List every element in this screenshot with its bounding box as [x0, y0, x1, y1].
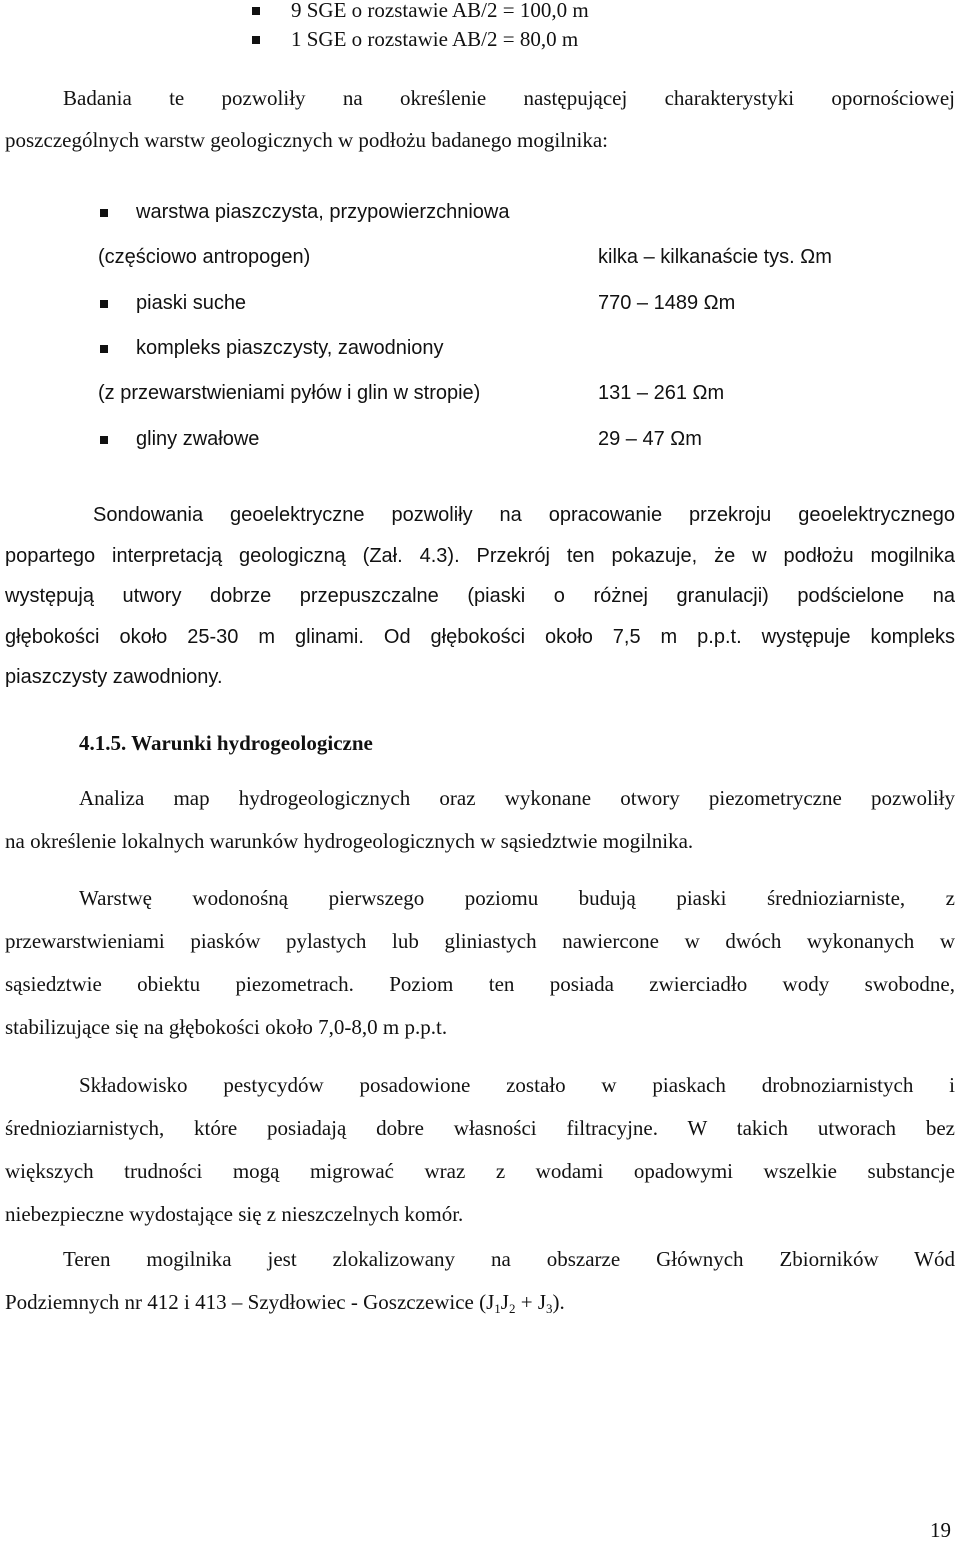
bullet-item-2: 1 SGE o rozstawie AB/2 = 80,0 m — [291, 27, 579, 51]
bullet-item-1: 9 SGE o rozstawie AB/2 = 100,0 m — [291, 0, 589, 22]
intro-line-1: Badania te pozwoliły na określenie następującej charakterystyki opornościowej — [63, 86, 955, 110]
teren-line-2: Podziemnych nr 412 i 413 – Szydłowiec - Goszczewice $(J_1J_2 + J_3)$. — [5, 1290, 565, 1316]
layer-2-value: 770 – 1489 Ωm — [598, 292, 736, 314]
paragraph-analiza: Analiza map hydrogeologicznych oraz wykonane otwory piezometryczne pozwoliły na określenie lokalnych warunków hydrogeologicznych w sąsiedztwie mogilnika. — [5, 786, 955, 853]
paragraph-teren: Teren mogilnika jest zlokalizowany na obszarze Głównych Zbiorników Wód Podziemnych nr 412 i 413 – Szydłowiec - Goszczewice $(J_1J_2 + J_3)$. — [5, 1238, 955, 1324]
layer-3-value: 131 – 261 Ωm — [598, 382, 725, 404]
layer-1-value: kilka – kilkanaście tys. Ωm — [598, 246, 832, 268]
bullet-marker — [100, 345, 108, 353]
paragraph-sondowania: Sondowania geoelektryczne pozwoliły na opracowanie przekroju geoelektrycznego popartego interpretacją geologiczną (Zał. 4.3). Przekrój ten pokazuje, że w podłożu mogilnika występują utwory dobrze przepuszczalne (piaski o różnej granulacji) podścielone na głębokości około 25-30 m glinami. Od głębokości około 7,5 m p.p.t. występuje kompleks piaszczysty zawodniony. — [5, 504, 955, 688]
bullet-marker — [100, 209, 108, 217]
layer-4-value: 29 – 47 Ωm — [598, 428, 702, 450]
layer-2-label: piaski suche — [136, 292, 247, 314]
layer-1-label-cont: (częściowo antropogen) — [98, 246, 311, 268]
bullet-marker — [100, 436, 108, 444]
page-number: 19 — [930, 1518, 951, 1542]
layer-4-label: gliny zwałowe — [136, 428, 260, 450]
bullet-marker — [252, 7, 260, 15]
bullet-marker — [252, 36, 260, 44]
layer-3-label-cont: (z przewarstwieniami pyłów i glin w stropie) — [98, 382, 481, 404]
paragraph-skladowisko: Składowisko pestycydów posadowione zostało w piaskach drobnoziarnistych i średnioziarnistych, które posiadają dobre własności filtracyjne. W takich utworach bez większych trudności mogą migrować wraz z wodami opadowymi wszelkie substancje niebezpieczne wydostające się z nieszczelnych komór. — [5, 1073, 955, 1226]
intro-line-2: poszczególnych warstw geologicznych w podłożu badanego mogilnika: — [5, 128, 608, 152]
bullet-marker — [100, 300, 108, 308]
layer-1-label: warstwa piaszczysta, przypowierzchniowa — [136, 201, 510, 223]
layer-3-label: kompleks piaszczysty, zawodniony — [136, 337, 444, 359]
section-heading: 4.1.5. Warunki hydrogeologiczne — [79, 731, 373, 755]
paragraph-warstwe: Warstwę wodonośną pierwszego poziomu budują piaski średnioziarniste, z przewarstwieniami piasków pylastych lub gliniastych nawiercone w dwóch wykonanych w sąsiedztwie obiektu piezometrach. Poziom ten posiada zwierciadło wody swobodne, stabilizujące się na głębokości około 7,0-8,0 m p.p.t. — [5, 886, 955, 1039]
